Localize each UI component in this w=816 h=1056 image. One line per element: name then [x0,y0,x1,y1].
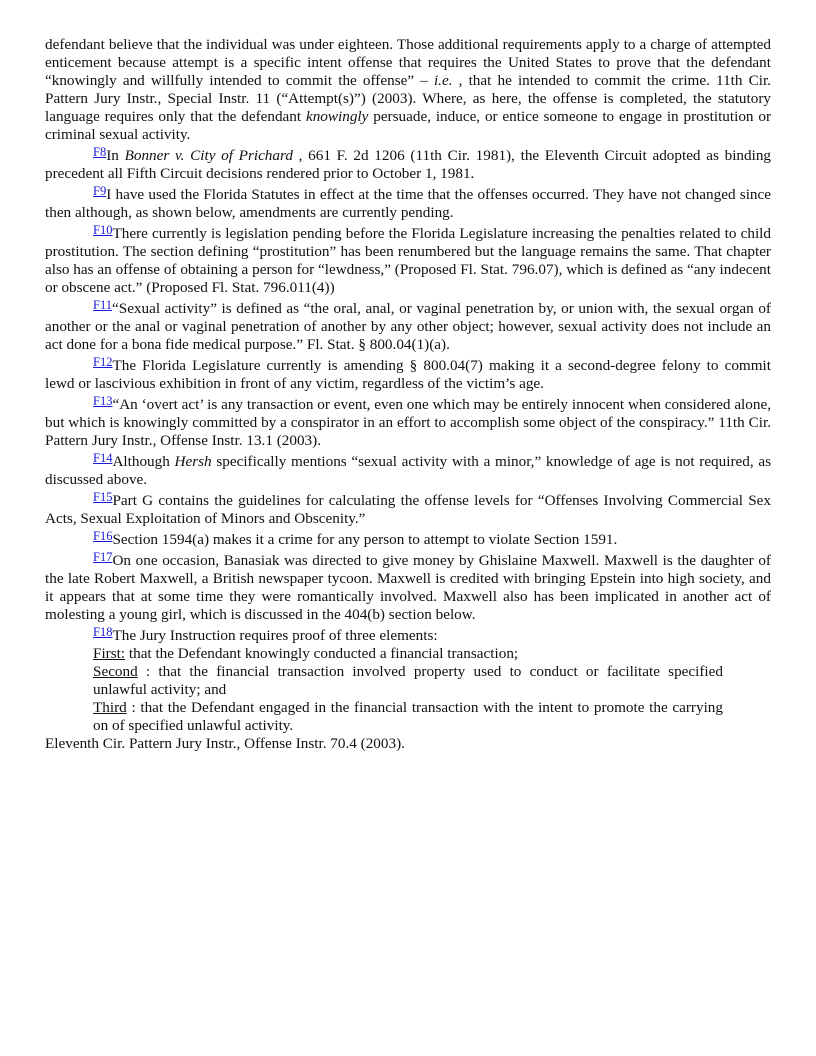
element-first-label: First: [93,645,126,662]
footnote-f14-text-2: specifically mentions “sexual activity with a minor,” knowledge of age is not required, as discussed above. [45,453,771,488]
footnote-f10 [45,225,771,297]
intro-knowingly: knowingly [305,108,369,125]
intro-ie: i.e. [433,72,453,89]
footnote-link-f14[interactable]: F14 [93,451,113,465]
footnote-f8-text: In [106,147,125,164]
intro-paragraph [45,36,771,144]
footnote-f9 [45,186,771,222]
footnote-link-f17[interactable]: F17 [93,550,113,564]
footnote-f17-text: On one occasion, Banasiak was directed to give money by Ghislaine Maxwell. Maxwell is the daughter of the late Robert Maxwell, a British newspaper tycoon. Maxwell is credited with bringing Epstein into high society, and it appears that at some time they were romantically involved. Maxwell also has been implicated in another act of molesting a young girl, which is discussed in the 404(b) section below. [45,552,771,623]
intro-text-2: , that he intended to commit the crime. 11th Cir. Pattern Jury Instr., Special Instr. 11 (“Attempt(s)”) (2003). Where, as here, the offense is completed, the statutory language requires only that the defendant [45,72,771,125]
footnote-f8-text-2: , 661 F. 2d 1206 (11th Cir. 1981), the Eleventh Circuit adopted as binding precedent all Fifth Circuit decisions rendered prior to October 1, 1981. [45,147,772,182]
footnote-link-f9[interactable]: F9 [93,184,107,198]
footnote-link-f18[interactable]: F18 [93,625,113,639]
footnote-f18-text: The Jury Instruction requires proof of three elements: [112,627,438,644]
footnote-f17 [45,552,771,624]
footnote-f14 [45,453,771,489]
footnote-f14-case: Hersh [174,453,212,470]
footnote-f8 [45,147,771,183]
footnote-f11-text: “Sexual activity” is defined as “the oral, anal, or vaginal penetration by, or union with, the sexual organ of another or the anal or vaginal penetration of another by any other object; however, sexual activity does not include an act done for a bona fide medical purpose.” Fl. Stat. § 800.04(1)(a). [45,300,771,353]
document-page [45,36,771,753]
intro-text: defendant believe that the individual was under eighteen. Those additional requirements apply to a charge of attempted enticement because attempt is a specific intent offense that requires the United States to prove that the defendant “knowingly and willfully intended to commit the offense” – [45,36,771,89]
footnote-link-f12[interactable]: F12 [93,355,113,369]
footnote-f11 [45,300,771,354]
intro-text-3: persuade, induce, or entice someone to engage in prostitution or criminal sexual activity. [45,108,771,143]
footnote-f9-text: I have used the Florida Statutes in effect at the time that the offenses occurred. They have not changed since then although, as shown below, amendments are currently pending. [45,186,771,221]
footnote-f16-text: Section 1594(a) makes it a crime for any person to attempt to violate Section 1591. [112,531,618,548]
footnote-f14-text: Although [112,453,175,470]
footnote-f10-text: There currently is legislation pending before the Florida Legislature increasing the penalties related to child prostitution. The section defining “prostitution” has been renumbered but the language remains the same. That chapter also has an offense of obtaining a person for “lewdness,” (Proposed Fl. Stat. 796.07), which is defined as “any indecent or obscene act.” (Proposed Fl. Stat. 796.011(4)) [45,225,771,296]
footnote-f12 [45,357,771,393]
footnote-link-f15[interactable]: F15 [93,490,113,504]
footnote-link-f8[interactable]: F8 [93,145,107,159]
footnote-f16 [45,531,771,549]
element-second [93,663,723,699]
footnote-f8-case: Bonner v. City of Prichard [124,147,293,164]
element-third-text: : that the Defendant engaged in the financial transaction with the intent to promote the carrying on of specified unlawful activity. [93,699,723,734]
footnote-link-f13[interactable]: F13 [93,394,113,408]
footnote-link-f10[interactable]: F10 [93,223,113,237]
element-first [93,645,723,663]
footnote-f18-citation: Eleventh Cir. Pattern Jury Instr., Offense Instr. 70.4 (2003). [45,735,405,752]
footnote-f15 [45,492,771,528]
footnote-f13 [45,396,771,450]
element-first-text: that the Defendant knowingly conducted a financial transaction; [125,645,519,662]
footnote-f13-text: “An ‘overt act’ is any transaction or event, even one which may be entirely innocent when considered alone, but which is knowingly committed by a conspirator in an effort to accomplish some object of the conspiracy.” 11th Cir. Pattern Jury Instr., Offense Instr. 13.1 (2003). [45,396,771,449]
footnote-f12-text: The Florida Legislature currently is amending § 800.04(7) making it a second-degree felony to commit lewd or lascivious exhibition in front of any victim, regardless of the victim’s age. [45,357,771,392]
element-third-label: Third [93,699,127,716]
footnote-f18 [45,627,771,645]
element-second-label: Second [93,663,138,680]
footnote-link-f11[interactable]: F11 [93,298,112,312]
jury-elements-list [93,645,723,735]
element-second-text: : that the financial transaction involved property used to conduct or facilitate specified unlawful activity; and [93,663,723,698]
element-third [93,699,723,735]
footnote-f15-text: Part G contains the guidelines for calculating the offense levels for “Offenses Involving Commercial Sex Acts, Sexual Exploitation of Minors and Obscenity.” [45,492,771,527]
footnote-link-f16[interactable]: F16 [93,529,113,543]
